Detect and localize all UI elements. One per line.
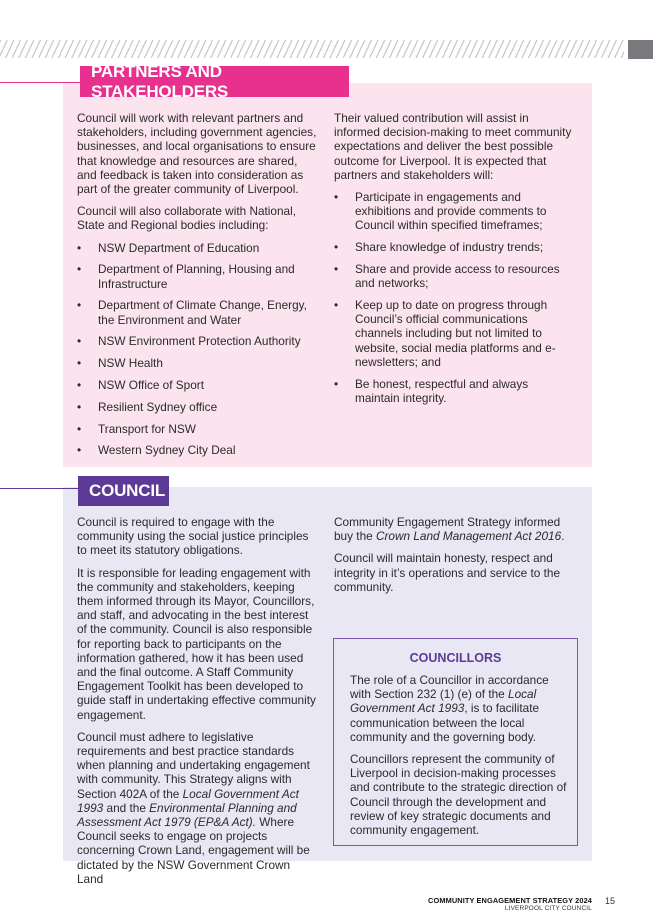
list-item: • Department of Planning, Housing and Infrastructure [77, 262, 295, 291]
list-item: • Share knowledge of industry trends; [334, 240, 544, 255]
list-item: • NSW Department of Education [77, 240, 260, 255]
list-item: • NSW Health [77, 356, 163, 371]
councillors-p1: The role of a Councillor in accordance with Section 232 (1) (e) of the Local Government Act 1993, is to facilitate communication between the local community and the governing body. [350, 673, 549, 744]
council-heading [78, 476, 169, 506]
partners-bodies-list [77, 241, 317, 458]
list-item: • Department of Climate Change, Energy, the Environment and Water [77, 298, 307, 327]
council-p1: Council is required to engage with the community using the social justice principles to meet its statutory obligations. [77, 515, 309, 558]
list-item: • Transport for NSW [77, 421, 196, 436]
council-right-column [334, 515, 574, 602]
list-item: • Participate in engagements and exhibitions and provide comments to Council within specified timeframes; [334, 190, 547, 233]
list-item: • Western Sydney City Deal [77, 443, 236, 458]
partners-contribution: Their valued contribution will assist in informed decision-making to meet community expectations and deliver the best possible outcome for Liverpool. It is expected that partners and stakeholders will: [334, 111, 572, 182]
list-item: • NSW Office of Sport [77, 378, 204, 393]
council-p2: It is responsible for leading engagement with the community and stakeholders, keeping them informed through its Mayor, Councillors, and staff, and advocating in the best interest of the community. Council is also responsible for reporting back to participants on the information gathered, how it has been used and the final outcome. A Staff Community Engagement Toolkit has been developed to guide staff in undertaking effective community engagement. [77, 565, 316, 722]
list-item: • Keep up to date on progress through Council’s official communications channels including but not limited to website, social media platforms and e-newsletters; and [334, 298, 556, 369]
partners-collab: Council will also collaborate with National, State and Regional bodies including: [77, 204, 297, 233]
footer-subtitle: LIVERPOOL CITY COUNCIL [504, 905, 592, 912]
partners-heading [80, 61, 349, 101]
council-p5: Council will maintain honesty, respect and integrity in it’s operations and service to the community. [334, 551, 561, 594]
council-p4: Community Engagement Strategy informed buy the Crown Land Management Act 2016. [334, 515, 565, 544]
list-item: • Be honest, respectful and always maintain integrity. [334, 376, 529, 405]
list-item: • Share and provide access to resources and networks; [334, 262, 560, 291]
partners-intro: Council will work with relevant partners and stakeholders, including government agencies, businesses, and local organisations to ensure that knowledge and resources are shared, and feedback is taken into consideration as part of the greater community of Liverpool. [77, 111, 317, 197]
councillors-title: COUNCILLORS [409, 651, 502, 665]
council-heading-rule [0, 488, 80, 489]
council-heading-text: COUNCIL [89, 481, 166, 500]
list-item: • Resilient Sydney office [77, 399, 218, 414]
list-item: • NSW Environment Protection Authority [77, 334, 301, 349]
councillors-body [350, 673, 570, 845]
councillors-p2: Councillors represent the community of Liverpool in decision-making processes and contribute to the strategic direction of Council through the development and review of key strategic documents and community engagement. [350, 752, 567, 838]
page-edge-tab [628, 40, 653, 59]
council-left-column [77, 515, 319, 894]
page-number: 15 [605, 896, 616, 906]
council-p3: Council must adhere to legislative requirements and best practice standards when planning and undertaking engagement with community. This Strategy aligns with Section 402A of the Local Government Act 1993 and the Environmental Planning and Assessment Act 1979 (EP&A Act). Where Council seeks to engage on projects concerning Crown Land, engagement will be dictated by the NSW Government Crown Land [77, 729, 310, 886]
decorative-hatch-band [0, 40, 624, 58]
footer-title: COMMUNITY ENGAGEMENT STRATEGY 2024 [428, 896, 592, 905]
partners-left-column [77, 111, 317, 465]
partners-heading-text: PARTNERS AND STAKEHOLDERS [91, 61, 229, 101]
partners-heading-rule [0, 82, 80, 83]
partners-expectations-list [334, 190, 574, 405]
councillors-box [333, 638, 578, 846]
partners-right-column [334, 111, 574, 413]
